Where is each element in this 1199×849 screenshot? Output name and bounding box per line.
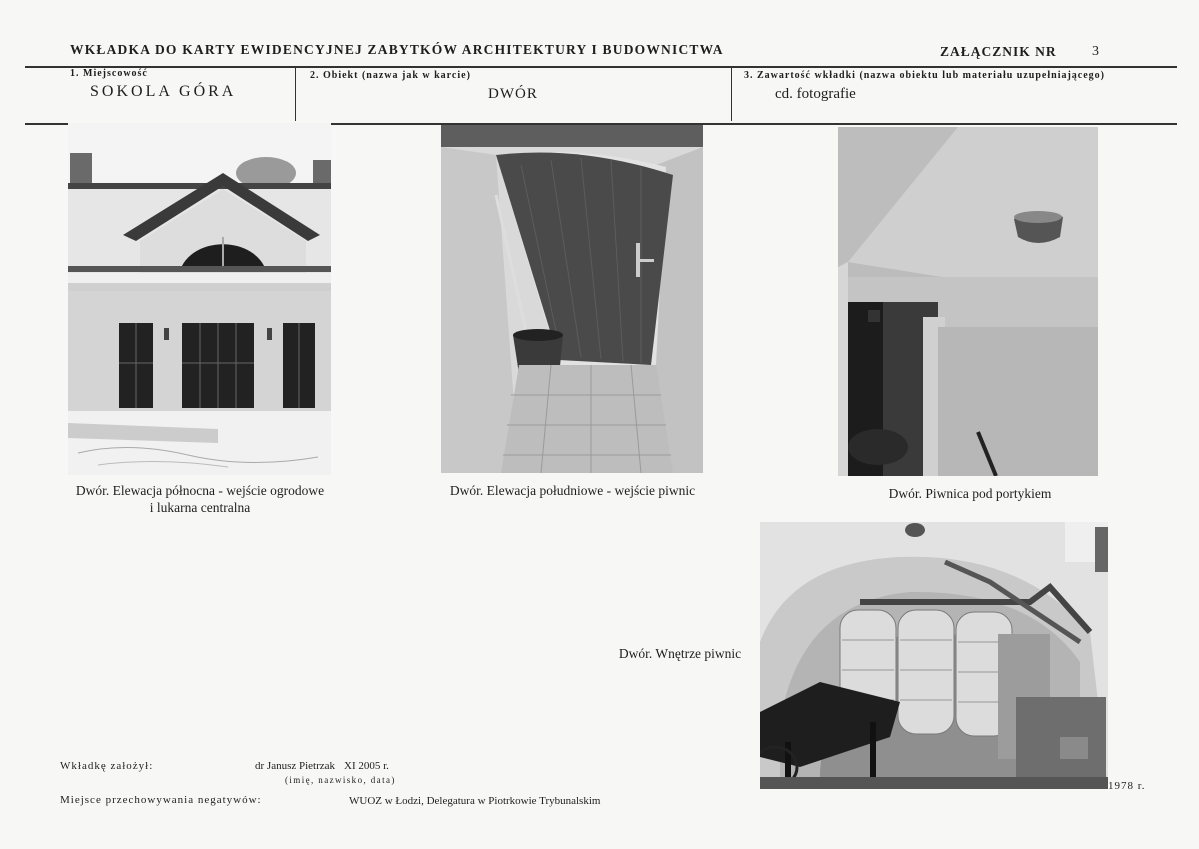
header-top-rule (25, 66, 1177, 68)
content-value: cd. fotografie (775, 86, 856, 102)
content-label: 3. Zawartość wkładki (nazwa obiektu lub materiału uzupełniającego) (744, 70, 1106, 81)
photo-cellar-portico (838, 127, 1098, 476)
caption-photo-2: Dwór. Elewacja południowe - wejście piwnic (449, 483, 696, 498)
photo-cellar-entrance (441, 125, 703, 473)
author-name: dr Janusz Pietrzak (255, 760, 336, 772)
caption-photo-1-line-1: Dwór. Elewacja północna - wejście ogrodowe (75, 483, 325, 498)
created-by-label: Wkładkę założył: (60, 760, 154, 772)
card-title: WKŁADKA DO KARTY EWIDENCYJNEJ ZABYTKÓW ARCHITEKTURY I BUDOWNICTWA (70, 42, 724, 57)
object-label: 2. Obiekt (nazwa jak w karcie) (310, 70, 471, 81)
annex-number: 3 (1092, 44, 1099, 59)
photo-north-elevation (68, 123, 331, 475)
annex-label: ZAŁĄCZNIK NR (940, 44, 1057, 59)
negatives-location: WUOZ w Łodzi, Delegatura w Piotrkowie Trybunalskim (349, 795, 601, 807)
field-divider-2 (731, 67, 732, 121)
object-value: DWÓR (488, 86, 538, 102)
caption-photo-1-line-2: i lukarna centralna (149, 500, 251, 515)
caption-photo-1 (60, 482, 340, 516)
negatives-label: Miejsce przechowywania negatywów: (60, 794, 262, 806)
field-divider-1 (295, 67, 296, 121)
author-hint: (imię, nazwisko, data) (285, 775, 396, 785)
caption-photo-3: Dwór. Piwnica pod portykiem (888, 486, 1052, 501)
photo-cellar-interior (760, 522, 1108, 789)
creation-date: XI 2005 r. (344, 760, 389, 772)
locality-label: 1. Miejscowość (70, 68, 148, 79)
locality-value: SOKOLA GÓRA (90, 83, 237, 100)
caption-photo-4: Dwór. Wnętrze piwnic (618, 646, 742, 661)
stamp-fragment: 1978 r. (1108, 780, 1146, 792)
